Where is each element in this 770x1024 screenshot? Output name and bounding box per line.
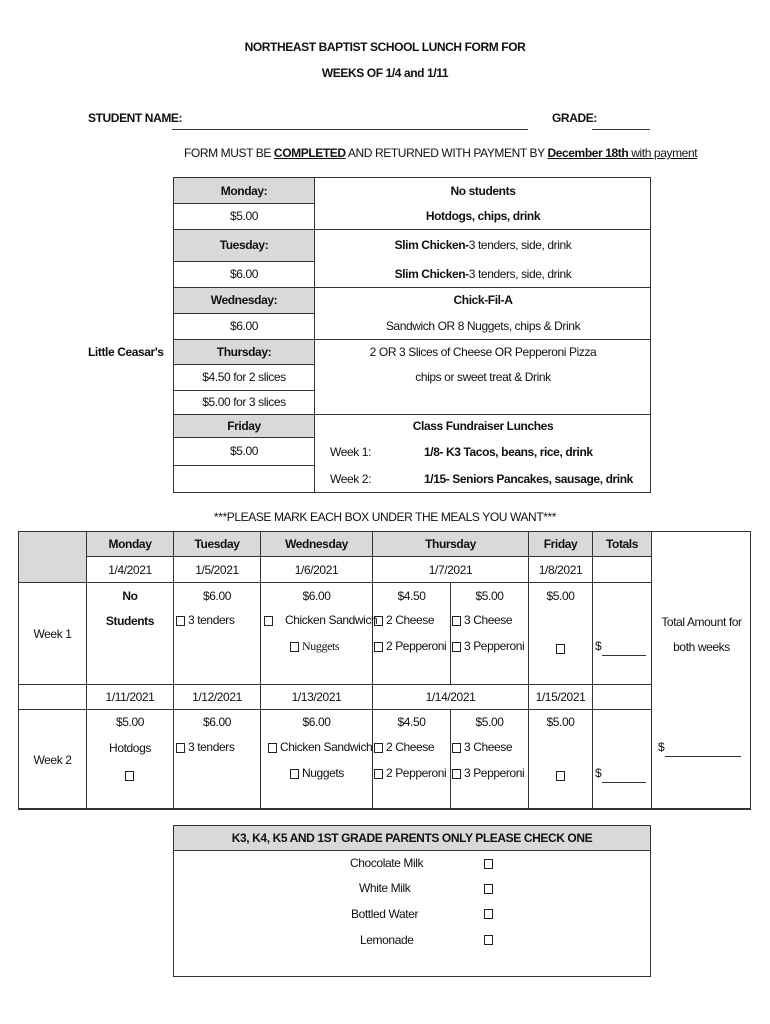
menu-thursday-item-2: chips or sweet treat & Drink bbox=[415, 370, 551, 384]
week1-mon-line2: Students bbox=[105, 614, 155, 628]
week2-mon-price: $5.00 bbox=[115, 715, 145, 729]
week2-tue-price: $6.00 bbox=[202, 715, 232, 729]
vendor-name: Slim Chicken- bbox=[394, 238, 469, 252]
menu-monday-item: Hotdogs, chips, drink bbox=[425, 209, 541, 223]
week1-fri-price: $5.00 bbox=[546, 589, 575, 603]
week2-thu-opt-b2 bbox=[452, 766, 524, 780]
week1-wed-option2 bbox=[290, 639, 339, 654]
white-milk-checkbox[interactable] bbox=[484, 880, 496, 898]
week1-thu-price-a: $4.50 bbox=[397, 589, 426, 603]
thursday-vendor-label: Little Ceasar's bbox=[88, 345, 164, 359]
week2-date-tue: 1/12/2021 bbox=[192, 690, 242, 704]
col-header-totals: Totals bbox=[605, 537, 639, 551]
grand-total-label-1: Total Amount for bbox=[661, 615, 742, 629]
week1-date-fri: 1/8/2021 bbox=[538, 562, 583, 577]
week2-date-wed: 1/13/2021 bbox=[291, 690, 342, 704]
week2-wed-sandwich-checkbox[interactable] bbox=[268, 743, 277, 753]
menu-monday-note: No students bbox=[450, 183, 516, 198]
week1-total-prefix: $ bbox=[595, 639, 602, 653]
item-desc: 3 tenders, side, drink bbox=[468, 238, 572, 252]
option-label: 2 Cheese bbox=[386, 613, 435, 627]
student-name-field[interactable] bbox=[172, 129, 528, 130]
week2-wed-option1 bbox=[268, 740, 372, 754]
option-label: Chicken Sandwich bbox=[280, 740, 373, 754]
student-name-label: STUDENT NAME: bbox=[88, 111, 183, 125]
chocolate-milk-checkbox[interactable] bbox=[484, 855, 496, 873]
week1-thu-opt-b2 bbox=[452, 639, 524, 653]
menu-wednesday-vendor: Chick-Fil-A bbox=[453, 293, 513, 307]
notice-text: FORM MUST BE bbox=[184, 146, 274, 160]
option-label: 3 Pepperoni bbox=[464, 639, 525, 653]
instructions: ***PLEASE MARK EACH BOX UNDER THE MEALS YOU WANT*** bbox=[213, 510, 557, 524]
menu-thursday-price-3: $5.00 for 3 slices bbox=[202, 395, 286, 409]
week2-3pepperoni-checkbox[interactable] bbox=[452, 769, 461, 779]
drink-option-white-milk: White Milk bbox=[359, 881, 411, 895]
grand-total-field[interactable] bbox=[665, 756, 741, 757]
option-label: Nuggets bbox=[302, 766, 344, 780]
col-header-thursday: Thursday bbox=[425, 537, 476, 551]
menu-tuesday-label: Tuesday: bbox=[219, 238, 269, 252]
bottled-water-checkbox[interactable] bbox=[484, 905, 496, 923]
week2-fri-checkbox[interactable] bbox=[556, 767, 568, 785]
menu-wednesday-item: Sandwich OR 8 Nuggets, chips & Drink bbox=[385, 319, 581, 333]
week2-wed-option2 bbox=[290, 766, 344, 780]
week1-3cheese-checkbox[interactable] bbox=[452, 616, 461, 626]
menu-tuesday-item-2 bbox=[315, 261, 651, 287]
menu-thursday-price-2: $4.50 for 2 slices bbox=[202, 370, 286, 384]
week1-label: Week 1 bbox=[33, 626, 72, 641]
week2-date-mon: 1/11/2021 bbox=[105, 690, 155, 704]
notice-text: AND RETURNED WITH PAYMENT BY bbox=[345, 146, 548, 160]
menu-monday-price: $5.00 bbox=[229, 209, 259, 223]
option-label: Nuggets bbox=[302, 639, 340, 653]
notice-text: with payment bbox=[628, 146, 698, 160]
menu-friday-price: $5.00 bbox=[229, 444, 259, 458]
drink-option-bottled-water: Bottled Water bbox=[351, 907, 419, 921]
week2-thu-opt-a1 bbox=[374, 740, 434, 754]
corner-bg bbox=[19, 556, 86, 582]
week1-fri-checkbox[interactable] bbox=[556, 640, 568, 658]
week2-fri-price: $5.00 bbox=[546, 715, 575, 729]
week1-date-thu: 1/7/2021 bbox=[428, 562, 473, 577]
week1-thu-price-b: $5.00 bbox=[475, 589, 504, 603]
option-label: 3 Cheese bbox=[464, 740, 513, 754]
friday-week1-label: Week 1: bbox=[330, 445, 371, 459]
week1-3pepperoni-checkbox[interactable] bbox=[452, 642, 461, 652]
week1-date-tue: 1/5/2021 bbox=[195, 562, 239, 577]
grand-total-label-2: both weeks bbox=[673, 640, 730, 654]
week2-total-prefix: $ bbox=[595, 766, 602, 780]
form-title-line1: NORTHEAST BAPTIST SCHOOL LUNCH FORM FOR bbox=[244, 40, 526, 54]
week2-wed-price: $6.00 bbox=[302, 715, 331, 729]
week2-date-fri: 1/15/2021 bbox=[535, 690, 586, 704]
option-label: Chicken Sandwich bbox=[285, 613, 378, 627]
week2-3cheese-checkbox[interactable] bbox=[452, 743, 461, 753]
option-label: 3 Pepperoni bbox=[464, 766, 525, 780]
week1-2cheese-checkbox[interactable] bbox=[374, 616, 383, 626]
week2-label: Week 2 bbox=[33, 752, 72, 767]
col-header-friday: Friday bbox=[543, 537, 578, 551]
grand-total-prefix: $ bbox=[658, 740, 665, 754]
week2-2cheese-checkbox[interactable] bbox=[374, 743, 383, 753]
menu-tuesday-item bbox=[315, 229, 651, 261]
col-header-tuesday: Tuesday bbox=[194, 537, 240, 551]
drink-option-lemonade: Lemonade bbox=[360, 933, 414, 947]
payment-notice bbox=[184, 146, 697, 160]
option-label: 3 Cheese bbox=[464, 613, 513, 627]
menu-wednesday-label: Wednesday: bbox=[210, 293, 278, 307]
option-label: 2 Cheese bbox=[386, 740, 435, 754]
menu-monday-label: Monday: bbox=[220, 183, 268, 198]
notice-completed: COMPLETED bbox=[273, 146, 346, 160]
week2-tue-checkbox[interactable] bbox=[176, 743, 185, 753]
week1-date-wed: 1/6/2021 bbox=[294, 562, 339, 577]
week1-thu-opt-b1 bbox=[452, 613, 512, 627]
week2-total-field[interactable] bbox=[602, 782, 646, 783]
week2-mon-item: Hotdogs bbox=[109, 741, 151, 755]
week2-thu-price-b: $5.00 bbox=[475, 715, 504, 729]
col-header-monday: Monday bbox=[108, 537, 152, 551]
week1-tue-checkbox[interactable] bbox=[176, 616, 185, 626]
option-label: 3 tenders bbox=[188, 613, 235, 627]
friday-week2-item: 1/15- Seniors Pancakes, sausage, drink bbox=[424, 472, 633, 486]
drink-option-chocolate-milk: Chocolate Milk bbox=[350, 856, 424, 870]
lemonade-checkbox[interactable] bbox=[484, 931, 496, 949]
week1-wed-sandwich-checkbox[interactable] bbox=[264, 616, 273, 626]
grade-label: GRADE: bbox=[552, 111, 597, 125]
notice-deadline: December 18th bbox=[547, 146, 629, 160]
vendor-name: Slim Chicken- bbox=[394, 267, 469, 281]
option-label: 2 Pepperoni bbox=[386, 639, 447, 653]
week1-thu-opt-a2 bbox=[374, 639, 446, 653]
week2-2pepperoni-checkbox[interactable] bbox=[374, 769, 383, 779]
week2-thu-opt-b1 bbox=[452, 740, 512, 754]
menu-thursday-item: 2 OR 3 Slices of Cheese OR Pepperoni Pizza bbox=[369, 344, 597, 359]
week1-2pepperoni-checkbox[interactable] bbox=[374, 642, 383, 652]
week2-date-thu: 1/14/2021 bbox=[425, 690, 476, 704]
week2-mon-checkbox[interactable] bbox=[125, 767, 137, 785]
week1-wed-nuggets-checkbox[interactable] bbox=[290, 642, 299, 652]
option-label: 2 Pepperoni bbox=[386, 766, 447, 780]
grade-field[interactable] bbox=[592, 129, 650, 130]
option-label: 3 tenders bbox=[188, 740, 235, 754]
menu-thursday-label: Thursday: bbox=[216, 344, 272, 359]
menu-friday-label: Friday bbox=[227, 418, 261, 433]
week2-tue-option bbox=[176, 740, 234, 754]
week1-mon-line1: No bbox=[122, 589, 138, 603]
week1-wed-option1 bbox=[264, 613, 377, 627]
week1-tue-price: $6.00 bbox=[202, 589, 232, 603]
week2-thu-price-a: $4.50 bbox=[397, 715, 426, 729]
col-header-wednesday: Wednesday bbox=[285, 537, 348, 551]
week2-wed-nuggets-checkbox[interactable] bbox=[290, 769, 299, 779]
menu-friday-heading: Class Fundraiser Lunches bbox=[412, 418, 554, 433]
form-title-line2: WEEKS OF 1/4 and 1/11 bbox=[321, 66, 449, 80]
week1-date-mon: 1/4/2021 bbox=[108, 562, 152, 577]
week1-tue-option bbox=[176, 613, 234, 627]
week1-wed-price: $6.00 bbox=[302, 589, 331, 603]
week1-total-field[interactable] bbox=[602, 655, 646, 656]
friday-week1-item: 1/8- K3 Tacos, beans, rice, drink bbox=[424, 445, 593, 459]
week2-thu-opt-a2 bbox=[374, 766, 446, 780]
item-desc: 3 tenders, side, drink bbox=[468, 267, 572, 281]
menu-wednesday-price: $6.00 bbox=[229, 319, 259, 333]
menu-tuesday-price: $6.00 bbox=[229, 267, 259, 281]
friday-week2-label: Week 2: bbox=[330, 472, 371, 486]
drink-heading: K3, K4, K5 AND 1ST GRADE PARENTS ONLY PLEASE CHECK ONE bbox=[231, 831, 593, 845]
week1-thu-opt-a1 bbox=[374, 613, 434, 627]
